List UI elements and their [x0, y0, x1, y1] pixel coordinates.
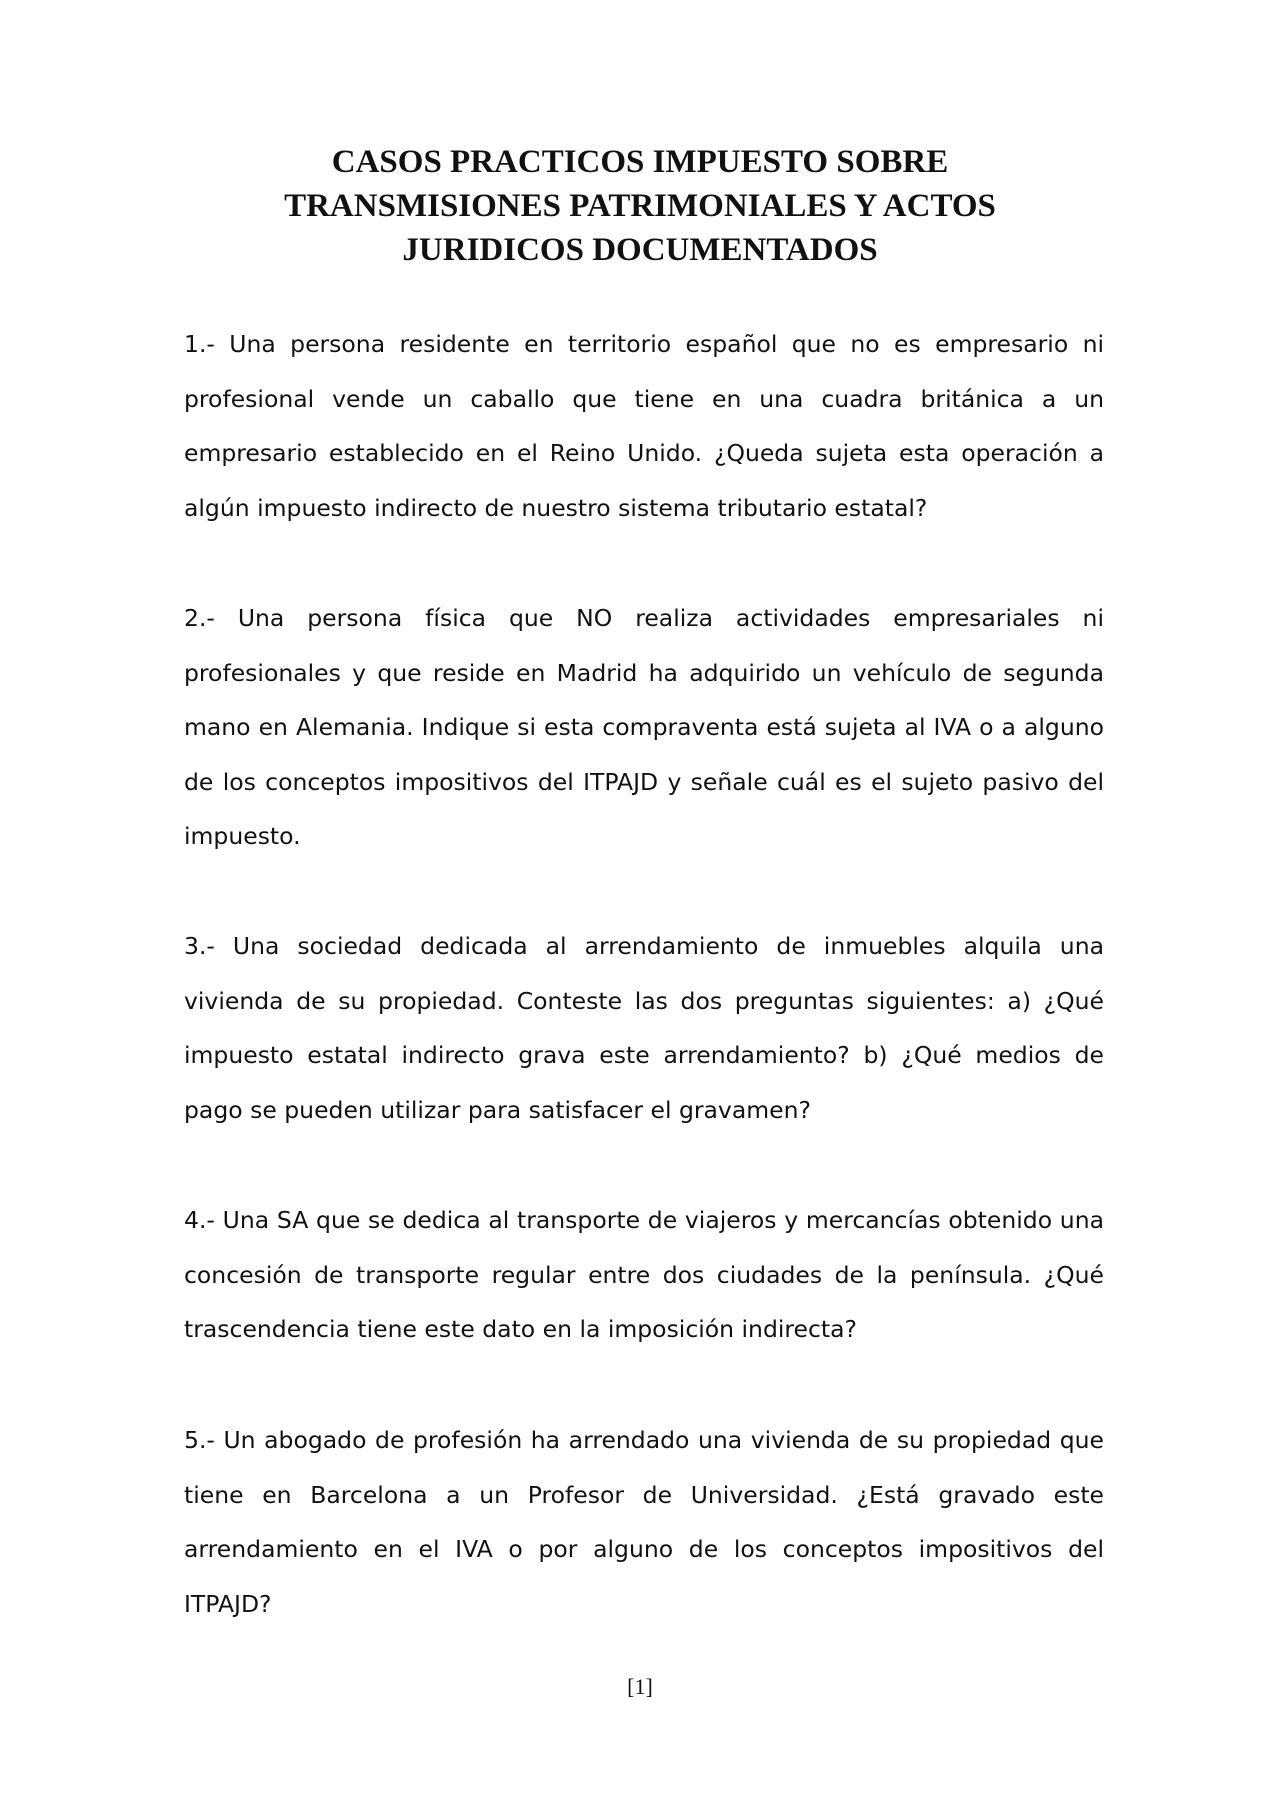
page-number: [1] [627, 1674, 653, 1699]
case-4-paragraph: 4.- Una SA que se dedica al transporte de viajeros y mercancías obtenido una concesión de transporte regular entre dos ciudades de la península. ¿Qué trascendencia tiene este dato en la imposición indirecta? [184, 1206, 1104, 1343]
title-line-3: JURIDICOS DOCUMENTADOS [402, 232, 878, 268]
title-line-1: CASOS PRACTICOS IMPUESTO SOBRE [331, 144, 949, 180]
document-title [230, 140, 1050, 272]
case-5-paragraph: 5.- Un abogado de profesión ha arrendado una vivienda de su propiedad que tiene en Barcelona a un Profesor de Universidad. ¿Está gravado este arrendamiento en el IVA o por alguno de los conceptos impositivos del ITPAJD? [184, 1426, 1104, 1618]
case-1-paragraph: 1.- Una persona residente en territorio español que no es empresario ni profesional vende un caballo que tiene en una cuadra británica a un empresario establecido en el Reino Unido. ¿Queda sujeta esta operación a algún impuesto indirecto de nuestro sistema tributario estatal? [184, 330, 1104, 522]
title-line-2: TRANSMISIONES PATRIMONIALES Y ACTOS [284, 188, 996, 224]
case-3-paragraph: 3.- Una sociedad dedicada al arrendamiento de inmuebles alquila una vivienda de su propiedad. Conteste las dos preguntas siguientes: a) ¿Qué impuesto estatal indirecto grava este arrendamiento? b) ¿Qué medios de pago se pueden utilizar para satisfacer el gravamen? [184, 932, 1104, 1124]
case-2-paragraph: 2.- Una persona física que NO realiza actividades empresariales ni profesionales y que reside en Madrid ha adquirido un vehículo de segunda mano en Alemania. Indique si esta compraventa está sujeta al IVA o a alguno de los conceptos impositivos del ITPAJD y señale cuál es el sujeto pasivo del impuesto. [184, 604, 1104, 850]
